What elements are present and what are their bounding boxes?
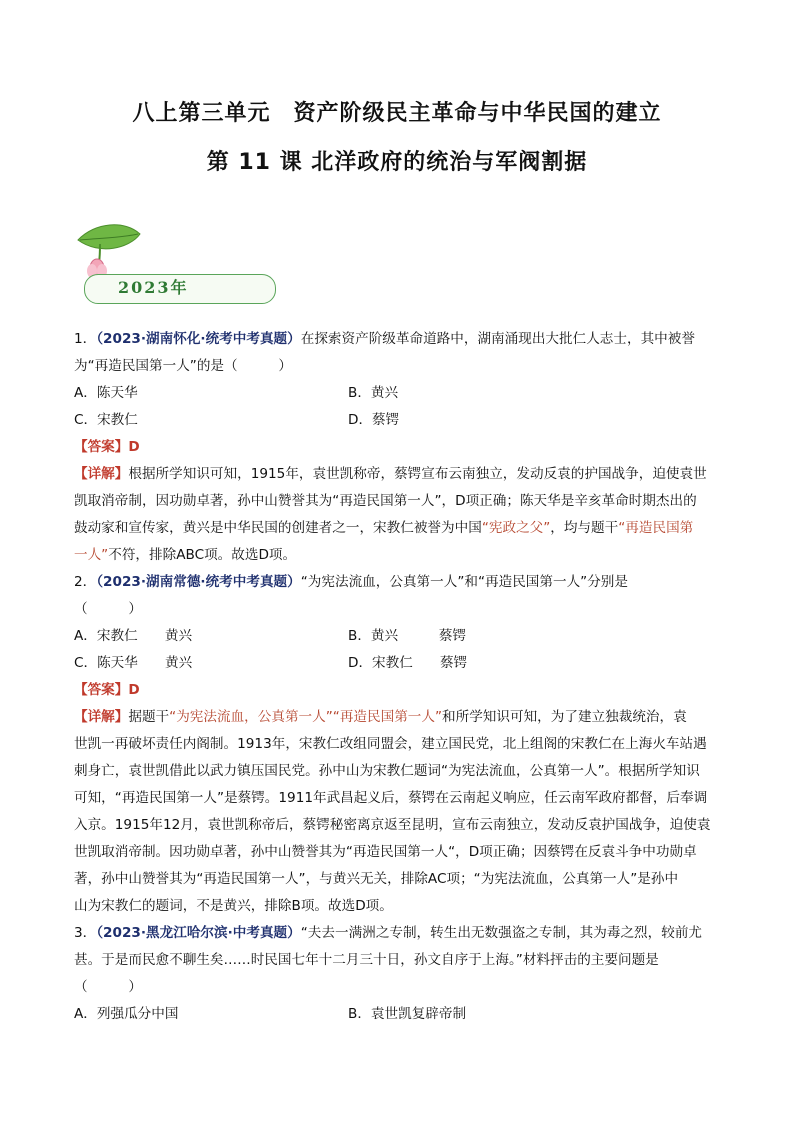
q1-detail-quote: “再造民国第 (618, 520, 694, 536)
q2-detail-line-8 (74, 893, 722, 920)
q2-detail-text: 著，孙中山赞誉其为“再造民国第一人”，与黄兴无关，排除AC项；“为宪法流血，公真第一人”是孙中 (74, 871, 679, 887)
q1-option-d: D．蔡锷 (348, 412, 400, 428)
q2-stem-line-1 (74, 569, 722, 596)
q1-detail-text: 根据所学知识可知，1915年，袁世凯称帝，蔡锷宣布云南独立，发动反袁的护国战争，迫使袁世 (128, 466, 707, 482)
question-list (74, 326, 722, 1028)
q1-number: 1． (74, 331, 97, 347)
q1-detail-line-4 (74, 542, 722, 569)
q2-stem-cont: （ ） (74, 601, 142, 617)
q3-stem: “夫去一满洲之专制，转生出无数强盗之专制，其为毒之烈，较前尤 (300, 925, 703, 941)
year-badge-label: 2023年 (118, 278, 189, 297)
q2-option-a: A．宋教仁 黄兴 (74, 628, 193, 644)
q1-options-row-1 (74, 380, 722, 407)
year-section-badge (70, 222, 220, 312)
page-title-unit: 八上第三单元 资产阶级民主革命与中华民国的建立 (132, 101, 662, 126)
q1-stem-line-1 (74, 326, 722, 353)
q1-detail-line-1 (74, 461, 722, 488)
q1-detail-line-2 (74, 488, 722, 515)
page-title-lesson: 第 11 课 北洋政府的统治与军阀割据 (206, 150, 588, 175)
q2-detail-line-2 (74, 731, 722, 758)
q1-detail-text: 鼓动家和宣传家，黄兴是中华民国的创建者之一，宋教仁被誉为中国 (74, 520, 482, 536)
q1-detail-text: 不符，排除ABC项。故选D项。 (108, 547, 297, 563)
q3-stem-line-2 (74, 947, 722, 974)
q3-stem-line-1 (74, 920, 722, 947)
q2-detail-line-1 (74, 704, 722, 731)
q2-detail-line-6 (74, 839, 722, 866)
q2-options-row-1 (74, 623, 722, 650)
q1-stem: 在探索资产阶级革命道路中，湖南涌现出大批仁人志士，其中被誉 (300, 331, 695, 347)
q2-detail-text: 据题干 (128, 709, 170, 725)
detail-tag: 【详解】 (74, 709, 129, 725)
q1-source: （2023·湖南怀化·统考中考真题） (96, 331, 301, 347)
q1-answer-value: D (128, 439, 140, 455)
q2-detail-line-4 (74, 785, 722, 812)
q2-options-row-2 (74, 650, 722, 677)
q1-detail-quote: 一人” (74, 547, 109, 563)
q2-detail-text: 和所学知识可知，为了建立独裁统治，袁 (442, 709, 687, 725)
q1-option-c: C．宋教仁 (74, 412, 138, 428)
q2-detail-text: 入京。1915年12月，袁世凯称帝后，蔡锷秘密离京返至昆明，宣布云南独立，发动反袁护国战争，迫使袁 (74, 817, 711, 833)
q2-detail-text: 世凯取消帝制。因功勋卓著，孙中山赞誉其为“再造民国第一人“，D项正确；因蔡锷在反袁斗争中功勋卓 (74, 844, 697, 860)
q2-answer-value: D (128, 682, 140, 698)
q2-answer (74, 677, 722, 704)
q1-stem-line-2 (74, 353, 722, 380)
q2-detail-text: 可知，“再造民国第一人”是蔡锷。1911年武昌起义后，蔡锷在云南起义响应，任云南军政府都督，后奉调 (74, 790, 708, 806)
q2-option-d: D．宋教仁 蔡锷 (348, 655, 468, 671)
answer-tag: 【答案】 (74, 682, 129, 698)
q3-options-row-1 (74, 1001, 722, 1028)
q1-stem-cont: 为“再造民国第一人”的是（ ） (74, 358, 292, 374)
q2-detail-line-3 (74, 758, 722, 785)
q1-detail-quote: “宪政之父” (481, 520, 551, 536)
q2-option-c: C．陈天华 黄兴 (74, 655, 193, 671)
q3-stem-cont: （ ） (74, 979, 142, 995)
q3-stem-line-3 (74, 974, 722, 1001)
q2-source: （2023·湖南常德·统考中考真题） (96, 574, 301, 590)
q1-answer (74, 434, 722, 461)
q2-detail-text: 山为宋教仁的题词，不是黄兴，排除B项。故选D项。 (74, 898, 393, 914)
q2-stem-line-2 (74, 596, 722, 623)
q3-option-b: B．袁世凯复辟帝制 (348, 1006, 467, 1022)
q2-detail-quote: “为宪法流血，公真第一人”“再造民国第一人” (169, 709, 443, 725)
q2-detail-line-5 (74, 812, 722, 839)
q3-number: 3． (74, 925, 97, 941)
detail-tag: 【详解】 (74, 466, 129, 482)
q3-stem-cont: 甚。于是而民愈不聊生矣……时民国七年十二月三十日，孙文自序于上海。”材料抨击的主要问题是 (74, 952, 659, 968)
q1-detail-line-3 (74, 515, 722, 542)
q2-stem: “为宪法流血，公真第一人”和“再造民国第一人”分别是 (300, 574, 628, 590)
q2-number: 2． (74, 574, 97, 590)
q3-option-a: A．列强瓜分中国 (74, 1006, 179, 1022)
q1-option-a: A．陈天华 (74, 385, 138, 401)
q2-detail-text: 世凯一再破坏责任内阁制。1913年，宋教仁改组同盟会，建立国民党，北上组阁的宋教仁在上海火车站遇 (74, 736, 707, 752)
q2-option-b: B．黄兴 蔡锷 (348, 628, 467, 644)
answer-tag: 【答案】 (74, 439, 129, 455)
q1-detail-text: 凯取消帝制，因功勋卓著，孙中山赞誉其为“再造民国第一人”，D项正确；陈天华是辛亥革命时期杰出的 (74, 493, 697, 509)
q1-detail-text: ，均与题干 (550, 520, 619, 536)
q3-source: （2023·黑龙江哈尔滨·中考真题） (96, 925, 301, 941)
q1-option-b: B．黄兴 (348, 385, 399, 401)
q2-detail-line-7 (74, 866, 722, 893)
q2-detail-text: 刺身亡，袁世凯借此以武力镇压国民党。孙中山为宋教仁题词“为宪法流血，公真第一人”。根据所学知识 (74, 763, 700, 779)
q1-options-row-2 (74, 407, 722, 434)
